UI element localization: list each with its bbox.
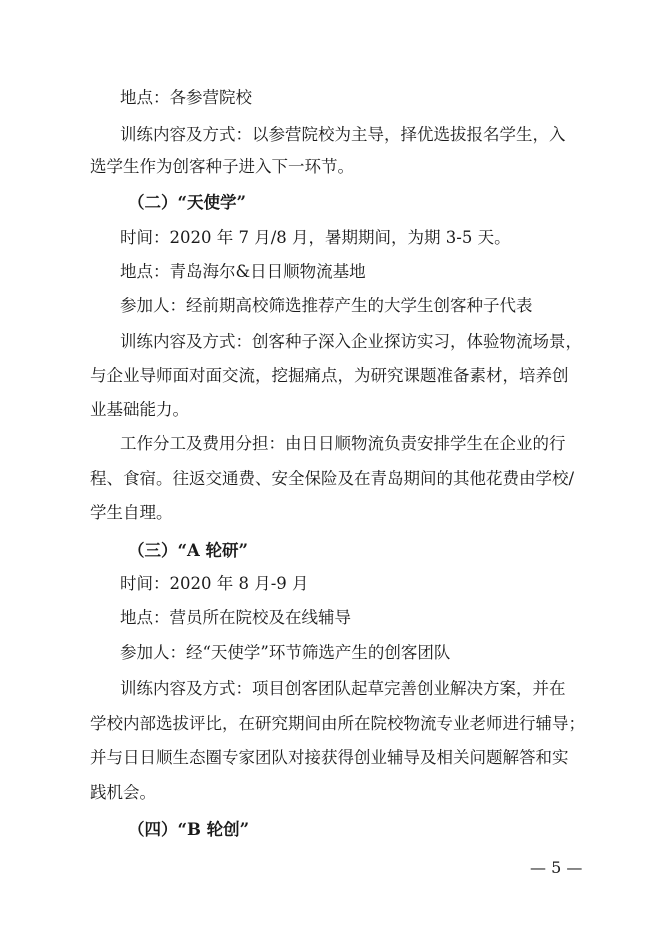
text-line: 业基础能力。 bbox=[90, 400, 189, 419]
text-line: 并与日日顺生态圈专家团队对接获得创业辅导及相关问题解答和实 bbox=[90, 748, 569, 767]
section-heading: （三）“A 轮研” bbox=[128, 541, 249, 560]
text-line: 学生自理。 bbox=[90, 503, 173, 522]
text-line: 工作分工及费用分担：由日日顺物流负责安排学生在企业的行 bbox=[120, 434, 566, 453]
section-heading: （二）“天使学” bbox=[128, 193, 246, 212]
page-number: — 5 — bbox=[530, 858, 583, 877]
text-line: 选学生作为创客种子进入下一环节。 bbox=[90, 157, 354, 176]
text-line: 与企业导师面对面交流，挖掘痛点，为研究课题准备素材，培养创 bbox=[90, 366, 569, 385]
text-line: 训练内容及方式：以参营院校为主导，择优选拔报名学生，入 bbox=[120, 125, 566, 144]
text-line: 时间：2020 年 7 月/8 月，暑期期间，为期 3-5 天。 bbox=[120, 228, 511, 247]
text-line: 地点：各参营院校 bbox=[120, 88, 252, 107]
text-line: 地点：营员所在院校及在线辅导 bbox=[120, 608, 351, 627]
text-line: 地点：青岛海尔&日日顺物流基地 bbox=[120, 262, 366, 281]
text-line: 参加人：经“天使学”环节筛选产生的创客团队 bbox=[120, 643, 451, 662]
section-heading: （四）“B 轮创” bbox=[128, 820, 250, 839]
text-line: 学校内部选拔评比，在研究期间由所在院校物流专业老师进行辅导； bbox=[90, 714, 585, 733]
text-line: 时间：2020 年 8 月-9 月 bbox=[120, 574, 309, 593]
text-line: 程、食宿。往返交通费、安全保险及在青岛期间的其他花费由学校/ bbox=[90, 469, 575, 488]
text-line: 践机会。 bbox=[90, 783, 156, 802]
text-line: 参加人：经前期高校筛选推荐产生的大学生创客种子代表 bbox=[120, 296, 533, 315]
text-line: 训练内容及方式：创客种子深入企业探访实习，体验物流场景， bbox=[120, 332, 582, 351]
text-line: 训练内容及方式：项目创客团队起草完善创业解决方案，并在 bbox=[120, 679, 566, 698]
